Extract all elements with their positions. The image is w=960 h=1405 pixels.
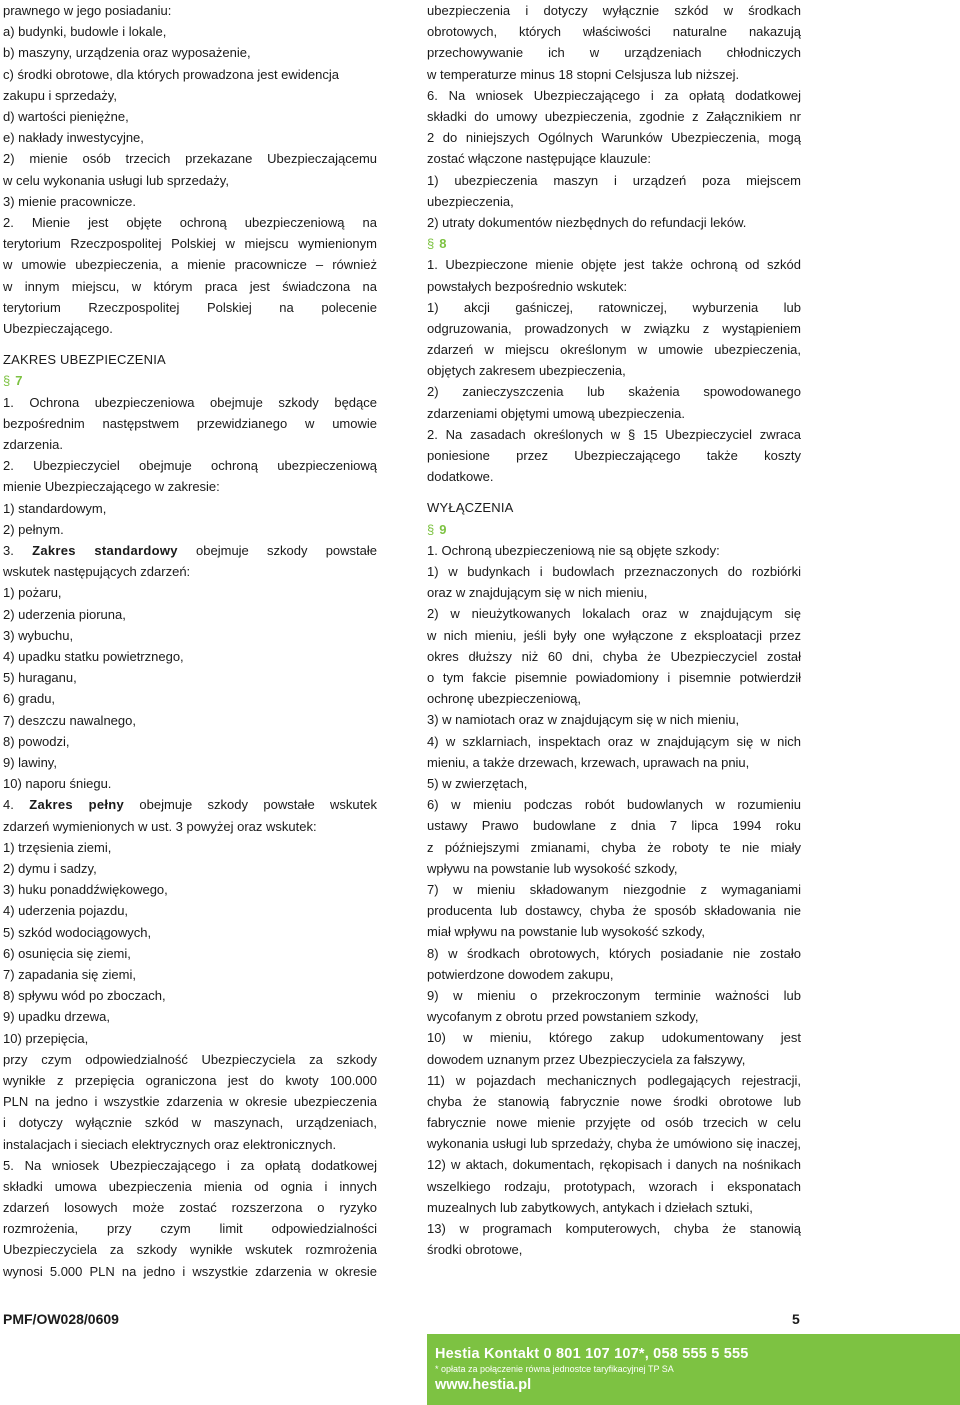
website-link[interactable]: www.hestia.pl <box>435 1377 532 1393</box>
text-line: Ubezpieczyciela za szkody wynikłe wskutek rozmrożenia <box>3 1242 377 1258</box>
text-line: 8) powodzi, <box>3 733 70 749</box>
text-line: 1) ubezpieczenia maszyn i urządzeń poza miejscem <box>427 172 801 188</box>
document-code: PMF/OW028/0609 <box>3 1311 119 1327</box>
paragraph-marker <box>427 233 801 254</box>
text-segment: 3. <box>3 542 33 558</box>
text-line: przy czym odpowiedzialność Ubezpieczyciela za szkody <box>3 1051 377 1067</box>
text-line: dodatkowe. <box>427 469 494 485</box>
text-line: ubezpieczenia, <box>427 193 514 209</box>
text-line: 2) w nieużytkowanych lokalach oraz w znajdującym się <box>427 606 801 622</box>
text-segment: obejmuje szkody powstałe <box>177 542 377 558</box>
section-sign-icon: § <box>427 521 435 537</box>
contact-phone-text: Hestia Kontakt 0 801 107 107*, 058 555 5 555 <box>435 1346 749 1362</box>
text-line: 9) upadku drzewa, <box>3 1009 110 1025</box>
text-line: dowodem uznanym przez Ubezpieczyciela za fałszywy, <box>427 1051 746 1067</box>
text-line: ochronę ubezpieczeniową, <box>427 691 581 707</box>
text-line: 3) huku ponaddźwiękowego, <box>3 882 168 898</box>
text-line: 7) deszczu nawalnego, <box>3 712 136 728</box>
text-line: 11) w pojazdach mechanicznych podlegających rejestracji, <box>427 1072 801 1088</box>
paragraph-marker <box>3 370 377 391</box>
text-line: ustawy Prawo budowlane z dnia 7 lipca 1994 roku <box>427 818 801 834</box>
paragraph-number: 7 <box>15 373 23 389</box>
text-line: wycofanym z obrotu przed powstaniem szkody, <box>427 1009 699 1025</box>
text-line: 7) w mieniu składowanym niezgodnie z wymaganiami <box>427 881 801 897</box>
text-line: terytorium Rzeczpospolitej Polskiej na polecenie <box>3 299 377 315</box>
text-line: 7) zapadania się ziemi, <box>3 966 136 982</box>
text-line: zakupu i sprzedaży, <box>3 87 117 103</box>
text-line: 9) w mieniu o przekroczonym terminie ważności lub <box>427 987 801 1003</box>
text-segment: 4. <box>3 797 30 813</box>
text-line: 3) w namiotach oraz w znajdującym się w nich mieniu, <box>427 712 740 728</box>
contact-banner <box>427 1334 960 1405</box>
text-line: w temperaturze minus 18 stopni Celsjusza lub niższej. <box>427 66 740 82</box>
paragraph-number: 9 <box>439 521 447 537</box>
text-line: 2 do niniejszych Ogólnych Warunków Ubezpieczenia, mogą <box>427 130 801 146</box>
text-line: powstałych bezpośrednio wskutek: <box>427 278 628 294</box>
text-line: 2. Mienie jest objęte ochroną ubezpieczeniową na <box>3 215 377 231</box>
text-line: 1) akcji gaśniczej, ratowniczej, wyburzenia lub <box>427 299 801 315</box>
bold-term: Zakres pełny <box>29 797 125 813</box>
text-line: 12) w aktach, dokumentach, rękopisach i danych na nośnikach <box>427 1157 801 1173</box>
text-line: składki do umowy ubezpieczenia, zgodnie z Załącznikiem nr <box>427 108 801 124</box>
text-line: fabrycznie nowe mienie przyjęte od osób trzecich w celu <box>427 1115 801 1131</box>
text-line: wynosi 5.000 PLN na jedno i wszystkie zdarzenia w okresie <box>3 1263 377 1279</box>
text-line: d) wartości pieniężne, <box>3 109 129 125</box>
text-line: chyba że stanowią fabrycznie nowe środki obrotowe lub <box>427 1093 801 1109</box>
text-line: 2) dymu i sadzy, <box>3 860 97 876</box>
text-line: 2) mienie osób trzecich przekazane Ubezpieczającemu <box>3 151 377 167</box>
text-line: mieniu, a także drzewach, krzewach, uprawach na pniu, <box>427 754 750 770</box>
text-line: 2. Ubezpieczyciel obejmuje ochroną ubezpieczeniową <box>3 458 377 474</box>
text-line: z późniejszymi zmianami, chyba że roboty te nie miały <box>427 839 801 855</box>
text-line: wykonania usługi lub sprzedaży, chyba że umówiono się inaczej, <box>427 1136 801 1152</box>
text-line: składki umowa ubezpieczenia mienia od ognia i innych <box>3 1178 377 1194</box>
text-line: 5. Na wniosek Ubezpieczającego i za opłatą dodatkowej <box>3 1157 377 1173</box>
text-line: potwierdzone dowodem zakupu, <box>427 966 614 982</box>
text-line: w umowie ubezpieczenia, a mienie pracownicze – również <box>3 257 377 273</box>
text-line: zdarzeń w miejscu określonym w umowie ubezpieczenia, <box>427 342 801 358</box>
text-line: wskutek następujących zdarzeń: <box>3 564 191 580</box>
text-line: prawnego w jego posiadaniu: <box>3 3 172 18</box>
text-line: 5) w zwierzętach, <box>427 776 528 791</box>
text-line: terytorium Rzeczpospolitej Polskiej w miejscu wymienionym <box>3 236 377 252</box>
text-line: 1) pożaru, <box>3 585 62 601</box>
text-line: 1) trzęsienia ziemi, <box>3 839 112 855</box>
text-line: i dotyczy wyłącznie szkód w maszynach, urządzeniach, <box>3 1115 377 1131</box>
text-line: 1) standardowym, <box>3 500 107 516</box>
text-line: wszelkiego rodzaju, prototypach, wzorach i eksponatach <box>427 1178 801 1194</box>
text-line: 3) mienie pracownicze. <box>3 193 136 209</box>
section-sign-icon: § <box>427 236 435 252</box>
text-line: zdarzeń losowych może zostać rozszerzona o ryzyko <box>3 1200 377 1216</box>
text-line: 5) huraganu, <box>3 670 77 686</box>
text-line: oraz w znajdującym się w nich mieniu, <box>427 585 648 601</box>
text-line: poniesione przez Ubezpieczającego także koszty <box>427 448 801 464</box>
paragraph-number: 8 <box>439 236 447 252</box>
text-line: 8) w środkach obrotowych, których posiadanie nie zostało <box>427 945 801 961</box>
text-line: przechowywanie ich w urządzeniach chłodniczych <box>427 45 801 61</box>
text-line: 10) naporu śniegu. <box>3 776 112 792</box>
paragraph-marker <box>427 519 801 540</box>
text-line: 5) szkód wodociągowych, <box>3 924 152 940</box>
text-line: 6. Na wniosek Ubezpieczającego i za opłatą dodatkowej <box>427 87 801 103</box>
text-line: PLN na jedno i wszystkie zdarzenia w okresie ubezpieczenia <box>3 1094 377 1110</box>
text-line: ubezpieczenia i dotyczy wyłącznie szkód w środkach <box>427 3 801 18</box>
bold-term: Zakres standardowy <box>32 542 178 558</box>
text-line: 6) gradu, <box>3 691 56 707</box>
text-line: 1. Ochroną ubezpieczeniową nie są objęte szkody: <box>427 542 720 558</box>
text-line: 6) w mieniu podczas robót budowlanych w rozumieniu <box>427 797 801 813</box>
text-line: 2) zanieczyszczenia lub skażenia spowodowanego <box>427 384 801 400</box>
section-heading: ZAKRES UBEZPIECZENIA <box>3 352 166 368</box>
text-line: Ubezpieczającego. <box>3 320 113 336</box>
text-line: bezpośrednim następstwem przewidzianego w umowie <box>3 415 377 431</box>
contact-footnote: * opłata za połączenie równa jednostce taryfikacyjnej TP SA <box>435 1364 674 1374</box>
right-column <box>427 0 801 1260</box>
text-line: 2) pełnym. <box>3 521 64 537</box>
text-segment: obejmuje szkody powstałe wskutek <box>124 797 377 813</box>
text-line: wynikłe z przepięcia ograniczona jest do kwoty 100.000 <box>3 1072 377 1088</box>
text-line: 6) osunięcia się ziemi, <box>3 945 131 961</box>
text-line: objętych zakresem ubezpieczenia, <box>427 363 626 379</box>
text-line: 1) w budynkach i budowlach przeznaczonych do rozbiórki <box>427 564 801 580</box>
text-line: 1. Ubezpieczone mienie objęte jest także ochroną od szkód <box>427 257 801 273</box>
text-line: wpływu na powstanie lub wysokość szkody, <box>427 860 678 876</box>
text-line: 10) przepięcia, <box>3 1030 89 1046</box>
text-line: okres dłuższy niż 60 dni, chyba że Ubezpieczyciel został <box>427 648 801 664</box>
text-line: zdarzeniami objętymi umową ubezpieczenia. <box>427 405 685 421</box>
text-line <box>3 794 377 815</box>
text-line: muzealnych lub zabytkowych, antykach i dziełach sztuki, <box>427 1199 753 1215</box>
text-line: w nich mieniu, jeśli były one wyłączone z eksploatacji przez <box>427 627 801 643</box>
text-line: e) nakłady inwestycyjne, <box>3 130 144 146</box>
text-line: o tym fakcie pisemnie powiadomiony i pisemnie potwierdził <box>427 670 801 686</box>
text-line: 4) upadku statku powietrznego, <box>3 648 184 664</box>
text-line: b) maszyny, urządzenia oraz wyposażenie, <box>3 45 251 61</box>
text-line: zdarzeń wymienionych w ust. 3 powyżej oraz wskutek: <box>3 818 317 834</box>
text-line: 2) uderzenia pioruna, <box>3 606 126 622</box>
text-line: w innym miejscu, w którym praca jest świadczona na <box>3 278 377 294</box>
text-line: 10) w mieniu, którego zakup udokumentowany jest <box>427 1030 801 1046</box>
text-line: środki obrotowe, <box>427 1242 523 1258</box>
text-line: rozmrożenia, przy czym limit odpowiedzialności <box>3 1221 377 1237</box>
text-line: c) środki obrotowe, dla których prowadzona jest ewidencja <box>3 66 340 82</box>
page-number: 5 <box>792 1311 800 1327</box>
text-line: 3) wybuchu, <box>3 627 74 643</box>
text-line: producenta lub dostawcy, chyba że sposób składowania nie <box>427 903 801 919</box>
text-line: odgruzowania, prowadzonych w związku z wystąpieniem <box>427 320 801 336</box>
text-line: 13) w programach komputerowych, chyba że stanowią <box>427 1221 801 1237</box>
text-line: miał wpływu na powstanie lub wysokość szkody, <box>427 924 705 940</box>
text-line: 8) spływu wód po zboczach, <box>3 988 166 1004</box>
text-line: mienie Ubezpieczającego w zakresie: <box>3 479 220 495</box>
text-line: 9) lawiny, <box>3 754 57 770</box>
left-column <box>3 0 377 1282</box>
text-line <box>3 540 377 561</box>
text-line: instalacjach i sieciach elektrycznych oraz elektronicznych. <box>3 1136 337 1152</box>
text-line: 4) w szklarniach, inspektach oraz w znajdującym się w nich <box>427 733 801 749</box>
text-line: 1. Ochrona ubezpieczeniowa obejmuje szkody będące <box>3 394 377 410</box>
text-line: a) budynki, budowle i lokale, <box>3 24 167 40</box>
text-line: w celu wykonania usługi lub sprzedaży, <box>3 172 229 188</box>
section-heading: WYŁĄCZENIA <box>427 500 514 516</box>
text-line: 2. Na zasadach określonych w § 15 Ubezpieczyciel zwraca <box>427 426 801 442</box>
text-line: zdarzenia. <box>3 436 63 452</box>
text-line: obrotowych, których właściwości naturalne nakazują <box>427 24 801 40</box>
section-sign-icon: § <box>3 373 11 389</box>
text-line: 4) uderzenia pojazdu, <box>3 903 129 919</box>
text-line: zostać włączone następujące klauzule: <box>427 151 652 167</box>
text-line: 2) utraty dokumentów niezbędnych do refundacji leków. <box>427 214 747 230</box>
